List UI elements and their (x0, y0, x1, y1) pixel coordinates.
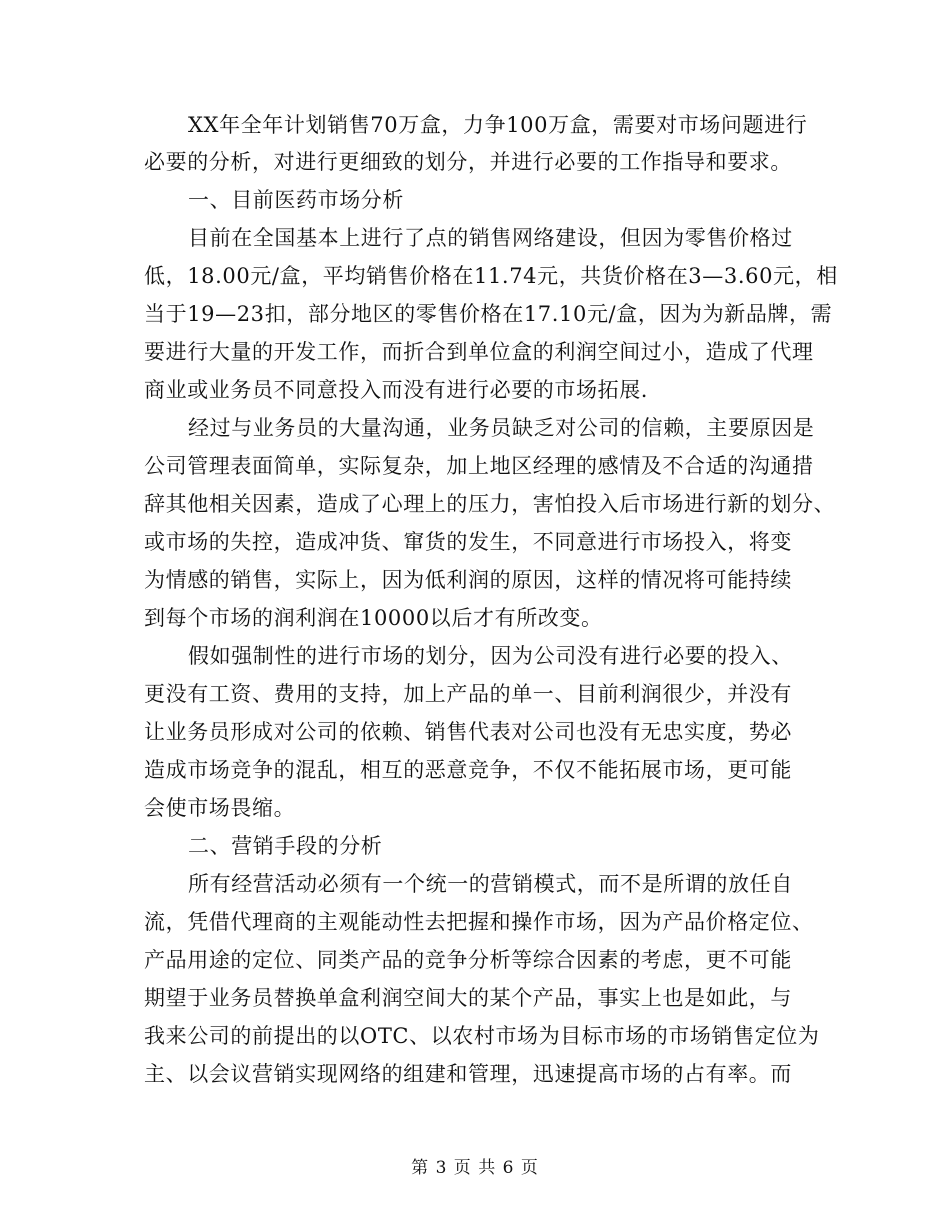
text-line: 会使市场畏缩。 (144, 796, 296, 820)
text-line: 造成市场竞争的混乱，相互的恶意竞争，不仅不能拓展市场，更可能 (144, 758, 792, 782)
text-line: 让业务员形成对公司的依赖、销售代表对公司也没有无忠实度，势必 (144, 720, 792, 744)
text-line: 到每个市场的润利润在10000以后才有所改变。 (144, 606, 603, 630)
text-line: 目前在全国基本上进行了点的销售网络建设，但因为零售价格过 (188, 226, 793, 250)
text-line: 流，凭借代理商的主观能动性去把握和操作市场，因为产品价格定位、 (144, 910, 814, 934)
text-line: 当于19—23扣，部分地区的零售价格在17.10元/盒，因为为新品牌，需 (144, 302, 833, 326)
text-line: 公司管理表面简单，实际复杂，加上地区经理的感情及不合适的沟通措 (144, 454, 814, 478)
text-line: 所有经营活动必须有一个统一的营销模式，而不是所谓的放任自 (188, 872, 793, 896)
page-number-footer: 第 3 页 共 6 页 (411, 1158, 539, 1178)
text-line: 或市场的失控，造成冲货、窜货的发生，不同意进行市场投入，将变 (144, 530, 792, 554)
text-line: 为情感的销售，实际上，因为低利润的原因，这样的情况将可能持续 (144, 568, 792, 592)
text-line: 假如强制性的进行市场的划分，因为公司没有进行必要的投入、 (188, 644, 793, 668)
text-line: 必要的分析，对进行更细致的划分，并进行必要的工作指导和要求。 (144, 150, 792, 174)
text-line: 期望于业务员替换单盒利润空间大的某个产品，事实上也是如此，与 (144, 986, 792, 1010)
text-line: 我来公司的前提出的以OTC、以农村市场为目标市场的市场销售定位为 (144, 1024, 820, 1048)
text-line: 辞其他相关因素，造成了心理上的压力，害怕投入后市场进行新的划分、 (144, 492, 836, 516)
section-heading: 二、营销手段的分析 (188, 834, 383, 858)
text-line: XX年全年计划销售70万盒，力争100万盒，需要对市场问题进行 (188, 113, 808, 137)
text-line: 商业或业务员不同意投入而没有进行必要的市场拓展. (144, 378, 649, 402)
text-line: 要进行大量的开发工作，而折合到单位盒的利润空间过小，造成了代理 (144, 340, 814, 364)
text-line: 更没有工资、费用的支持，加上产品的单一、目前利润很少，并没有 (144, 682, 792, 706)
text-line: 产品用途的定位、同类产品的竞争分析等综合因素的考虑，更不可能 (144, 948, 792, 972)
section-heading: 一、目前医药市场分析 (188, 188, 404, 212)
text-line: 经过与业务员的大量沟通，业务员缺乏对公司的信赖，主要原因是 (188, 416, 815, 440)
text-line: 主、以会议营销实现网络的组建和管理，迅速提高市场的占有率。而 (144, 1062, 792, 1086)
text-line: 低，18.00元/盒，平均销售价格在11.74元，共货价格在3—3.60元，相 (144, 264, 838, 288)
